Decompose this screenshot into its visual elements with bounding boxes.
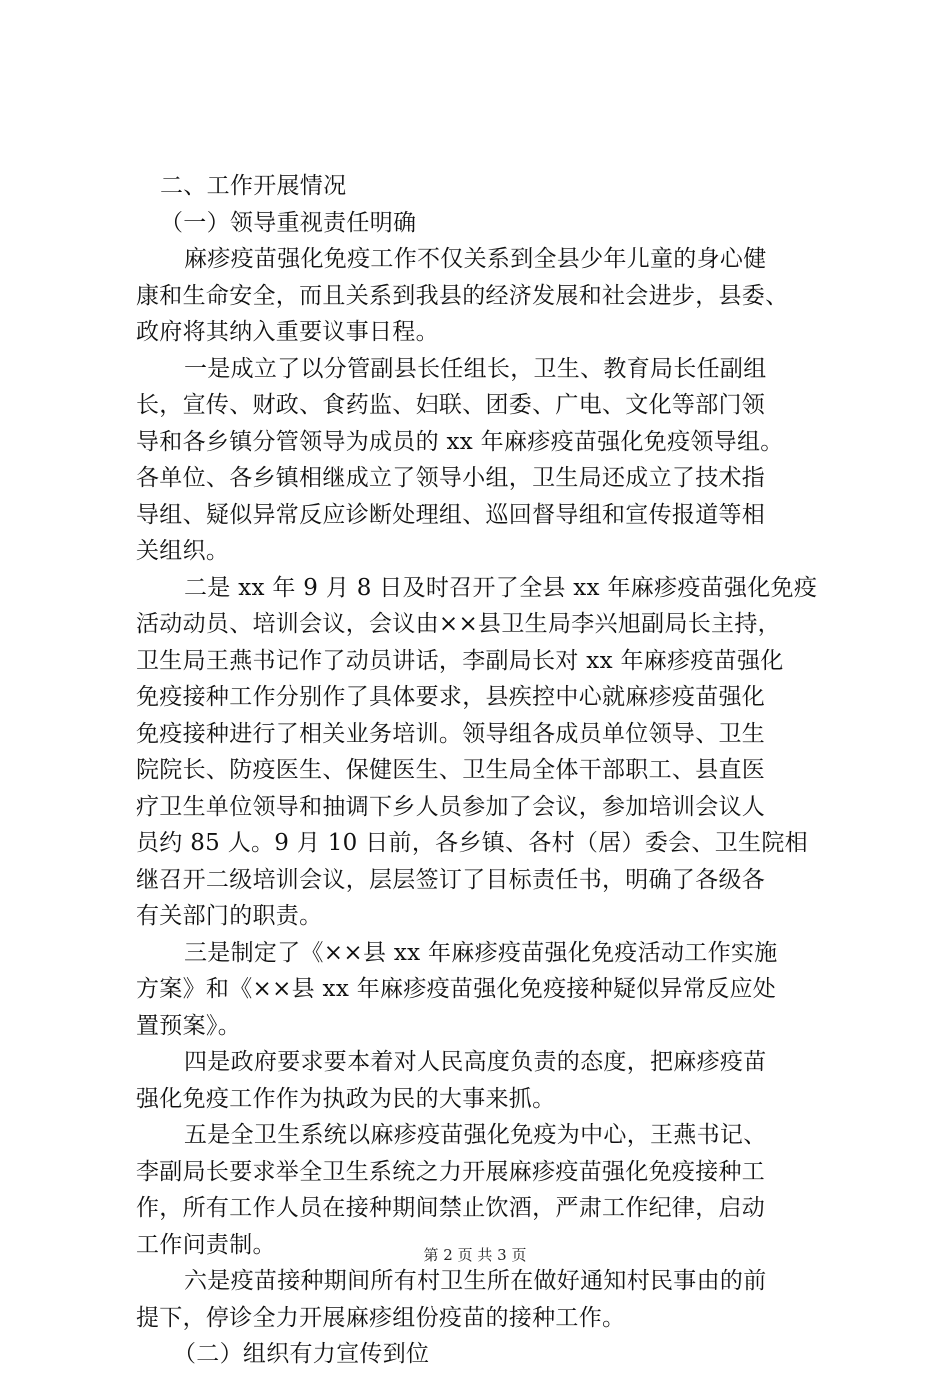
subsection-heading: （一）领导重视责任明确 — [160, 209, 417, 236]
text-line: 置预案》。 — [136, 1012, 241, 1039]
text-line: 麻疹疫苗强化免疫工作不仅关系到全县少年儿童的身心健 — [184, 246, 767, 272]
text-line: 导组、疑似异常反应诊断处理组、巡回督导组和宣传报道等相 — [136, 501, 766, 528]
text-line: 长，宣传、财政、食药监、妇联、团委、广电、文化等部门领 — [136, 392, 766, 418]
text-line: 卫生局王燕书记作了动员讲话，李副局长对 xx 年麻疹疫苗强化 — [136, 647, 784, 674]
text-line: 政府将其纳入重要议事日程。 — [136, 319, 439, 345]
text-line: 各单位、各乡镇相继成立了领导小组，卫生局还成立了技术指 — [136, 465, 766, 491]
text-line: 免疫接种工作分别作了具体要求，县疾控中心就麻疹疫苗强化 — [136, 684, 766, 710]
text-line: 六是疫苗接种期间所有村卫生所在做好通知村民事由的前 — [184, 1268, 767, 1294]
text-line: 一是成立了以分管副县长任组长，卫生、教育局长任副组 — [184, 355, 767, 382]
text-line: 继召开二级培训会议，层层签订了目标责任书，明确了各级各 — [136, 866, 766, 893]
text-line: 关组织。 — [136, 538, 230, 564]
text-line: 二是 xx 年 9 月 8 日及时召开了全县 xx 年麻疹疫苗强化免疫 — [184, 574, 818, 601]
text-line: 导和各乡镇分管领导为成员的 xx 年麻疹疫苗强化免疫领导组。 — [136, 428, 784, 455]
text-line: 康和生命安全，而且关系到我县的经济发展和社会进步，县委、 — [136, 282, 789, 309]
text-line: 有关部门的职责。 — [136, 903, 323, 929]
text-line: 李副局长要求举全卫生系统之力开展麻疹疫苗强化免疫接种工 — [136, 1158, 766, 1185]
section-heading: 二、工作开展情况 — [160, 173, 347, 199]
text-line: 免疫接种进行了相关业务培训。领导组各成员单位领导、卫生 — [136, 720, 766, 747]
page-footer: 第 2 页 共 3 页 — [423, 1246, 527, 1264]
text-line: 提下，停诊全力开展麻疹组份疫苗的接种工作。 — [136, 1304, 626, 1331]
text-line: 院院长、防疫医生、保健医生、卫生局全体干部职工、县直医 — [136, 757, 766, 783]
subsection-heading: （二）组织有力宣传到位 — [173, 1341, 430, 1367]
text-line: 方案》和《××县 xx 年麻疹疫苗强化免疫接种疑似异常反应处 — [136, 976, 777, 1002]
text-line: 疗卫生单位领导和抽调下乡人员参加了会议，参加培训会议人 — [136, 793, 766, 820]
text-line: 三是制定了《××县 xx 年麻疹疫苗强化免疫活动工作实施 — [184, 939, 778, 966]
text-line: 四是政府要求要本着对人民高度负责的态度，把麻疹疫苗 — [184, 1049, 767, 1075]
document-body — [136, 168, 836, 1373]
text-line: 员约 85 人。9 月 10 日前，各乡镇、各村（居）委会、卫生院相 — [136, 830, 808, 856]
text-line: 工作问责制。 — [136, 1231, 276, 1258]
text-line: 作，所有工作人员在接种期间禁止饮酒，严肃工作纪律，启动 — [136, 1195, 766, 1221]
text-line: 活动动员、培训会议，会议由××县卫生局李兴旭副局长主持， — [136, 611, 781, 637]
text-line: 强化免疫工作作为执政为民的大事来抓。 — [136, 1085, 556, 1112]
text-line: 五是全卫生系统以麻疹疫苗强化免疫为中心，王燕书记、 — [184, 1122, 767, 1148]
